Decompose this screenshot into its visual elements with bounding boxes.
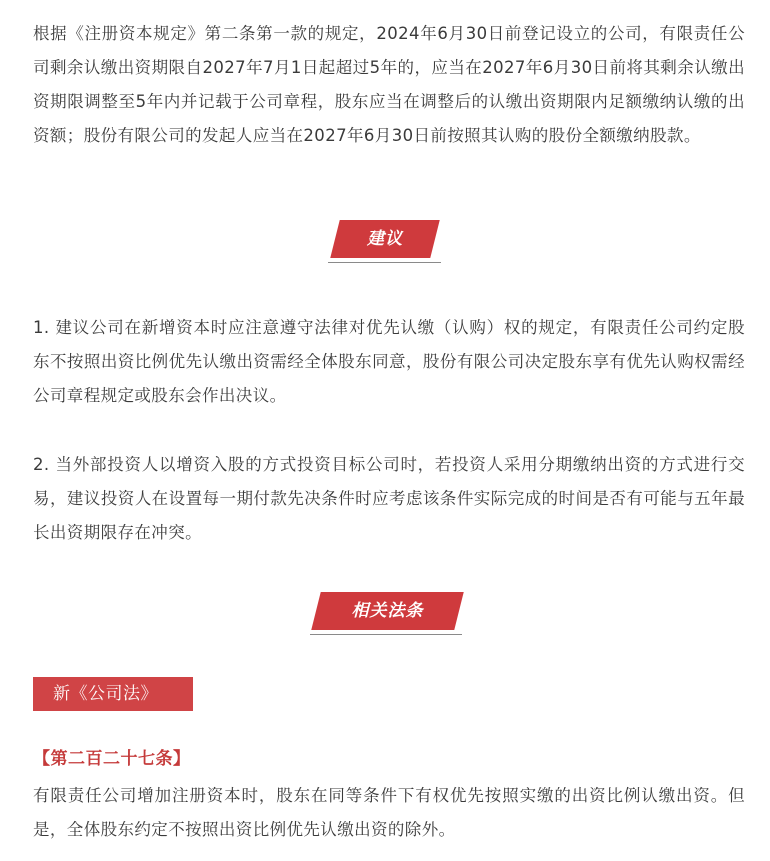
law-section-badge <box>316 592 459 630</box>
suggestion-item-1: 1. 建议公司在新增资本时应注意遵守法律对优先认缴（认购）权的规定，有限责任公司约定股东不按照出资比例优先认缴出资需经全体股东同意，股份有限公司决定股东享有优先认购权需经公司章程规定或股东会作出决议。 <box>33 318 745 405</box>
suggestion-item-2: 2. 当外部投资人以增资入股的方式投资目标公司时，若投资人采用分期缴纳出资的方式进行交易，建议投资人在设置每一期付款先决条件时应考虑该条件实际完成的时间是否有可能与五年最长出资期限存在冲突。 <box>33 455 745 542</box>
suggestion-section-badge <box>335 220 435 258</box>
law-title-underline <box>310 634 462 635</box>
article-title: 【第二百二十七条】 <box>33 749 191 769</box>
law-section-title: 相关法条 <box>351 601 424 621</box>
suggestion-section-title: 建议 <box>367 229 403 249</box>
intro-paragraph: 根据《注册资本规定》第二条第一款的规定，2024年6月30日前登记设立的公司，有限责任公司剩余认缴出资期限自2027年7月1日起超过5年的，应当在2027年6月30日前将其剩余认缴出资期限调整至5年内并记载于公司章程，股东应当在调整后的认缴出资期限内足额缴纳认缴的出资额；股份有限公司的发起人应当在2027年6月30日前按照其认购的股份全额缴纳股款。 <box>33 24 745 145</box>
suggestion-title-underline <box>328 262 441 263</box>
law-name-tag: 新《公司法》 <box>33 677 193 711</box>
article-text: 有限责任公司增加注册资本时，股东在同等条件下有权优先按照实缴的出资比例认缴出资。但是，全体股东约定不按照出资比例优先认缴出资的除外。 <box>33 786 745 839</box>
